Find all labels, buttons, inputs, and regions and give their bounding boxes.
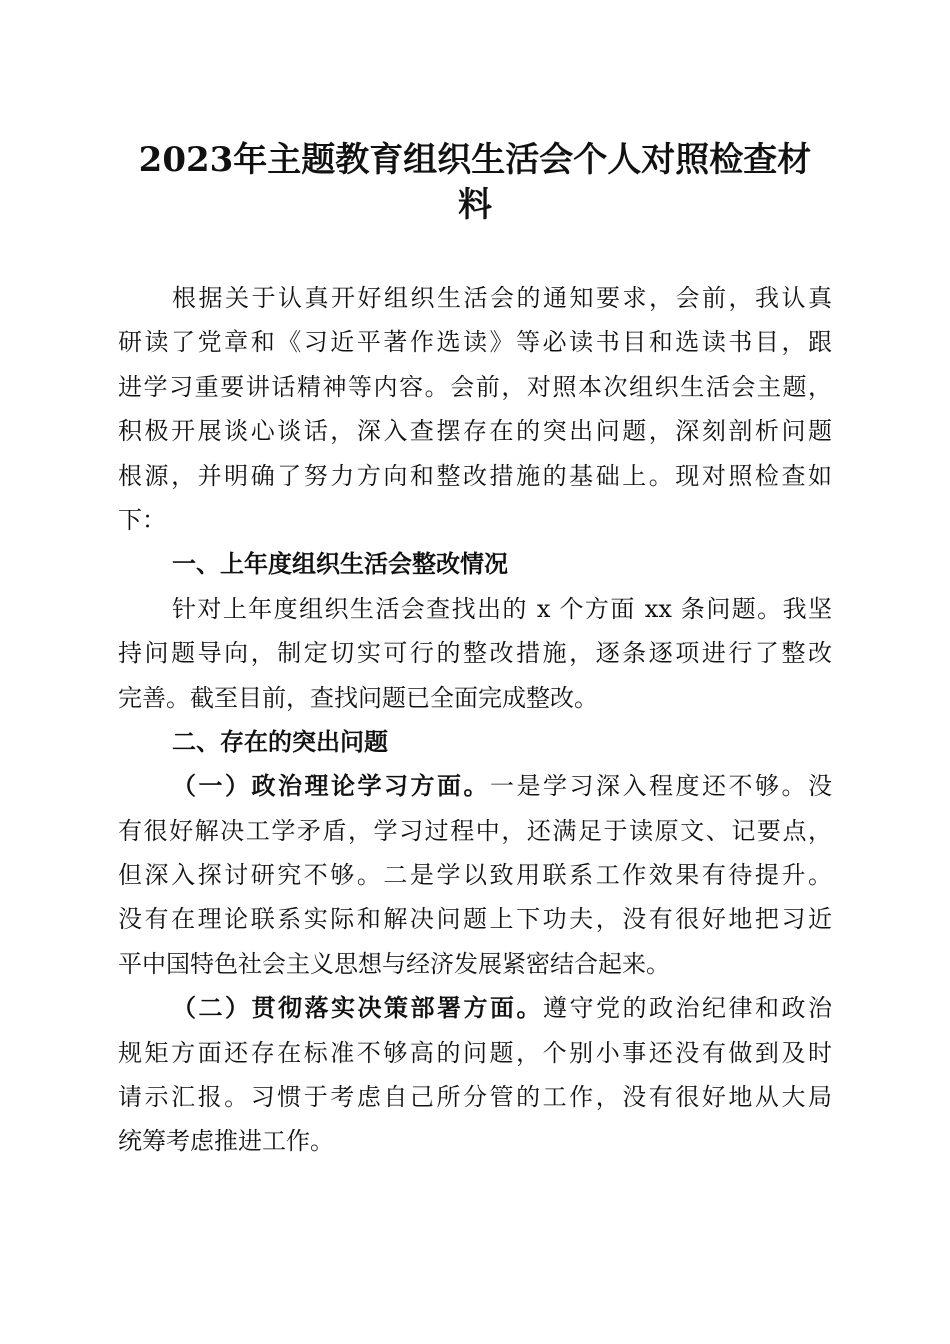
text-line: 积极开展谈心谈话，深入查摆存在的突出问题，深刻剖析问题 xyxy=(118,417,832,446)
text-line: 进学习重要讲话精神等内容。会前，对照本次组织生活会主题， xyxy=(118,372,832,401)
item1-paragraph xyxy=(118,764,832,986)
text-line xyxy=(118,764,832,808)
document-body xyxy=(118,276,832,1164)
text-line: 统筹考虑推进工作。 xyxy=(118,1127,334,1156)
intro-paragraph xyxy=(118,276,832,542)
text-line xyxy=(118,986,832,1030)
text-line: 有很好解决工学矛盾，学习过程中，还满足于读原文、记要点， xyxy=(118,816,832,845)
text-line: 请示汇报。习惯于考虑自己所分管的工作，没有很好地从大局 xyxy=(118,1083,832,1112)
section-heading-1: 一、上年度组织生活会整改情况 xyxy=(172,550,508,579)
text-line: 根据关于认真开好组织生活会的通知要求，会前，我认真 xyxy=(172,284,832,312)
text-line: 下： xyxy=(118,505,166,534)
section-heading-2: 二、存在的突出问题 xyxy=(172,727,388,756)
item2-paragraph xyxy=(118,986,832,1164)
text-line: 针对上年度组织生活会查找出的 x 个方面 xx 条问题。我坚 xyxy=(172,594,832,623)
text-line: 持问题导向，制定切实可行的整改措施，逐条逐项进行了整改 xyxy=(118,639,832,668)
text-line: 但深入探讨研究不够。二是学以致用联系工作效果有待提升。 xyxy=(118,861,832,890)
title-line-1: 2023年主题教育组织生活会个人对照检查材 xyxy=(138,140,812,180)
text-line: 根源，并明确了努力方向和整改措施的基础上。现对照检查如 xyxy=(118,461,832,490)
section1-paragraph xyxy=(118,587,832,720)
text-span: 一是学习深入程度还不够。没 xyxy=(490,772,832,801)
text-line: 没有在理论联系实际和解决问题上下功夫，没有很好地把习近 xyxy=(118,905,832,934)
text-span: 遵守党的政治纪律和政治 xyxy=(543,994,832,1023)
text-line: 平中国特色社会主义思想与经济发展紧密结合起来。 xyxy=(118,949,670,978)
subheading-label: （二）贯彻落实决策部署方面。 xyxy=(172,993,543,1023)
subheading-label: （一）政治理论学习方面。 xyxy=(172,771,490,801)
document-title xyxy=(118,138,832,228)
text-line: 规矩方面还存在标准不够高的问题，个别小事还没有做到及时 xyxy=(118,1038,832,1067)
title-line-2: 料 xyxy=(458,185,492,225)
text-line: 完善。截至目前，查找问题已全面完成整改。 xyxy=(118,683,598,712)
text-line: 研读了党章和《习近平著作选读》等必读书目和选读书目，跟 xyxy=(118,328,832,357)
